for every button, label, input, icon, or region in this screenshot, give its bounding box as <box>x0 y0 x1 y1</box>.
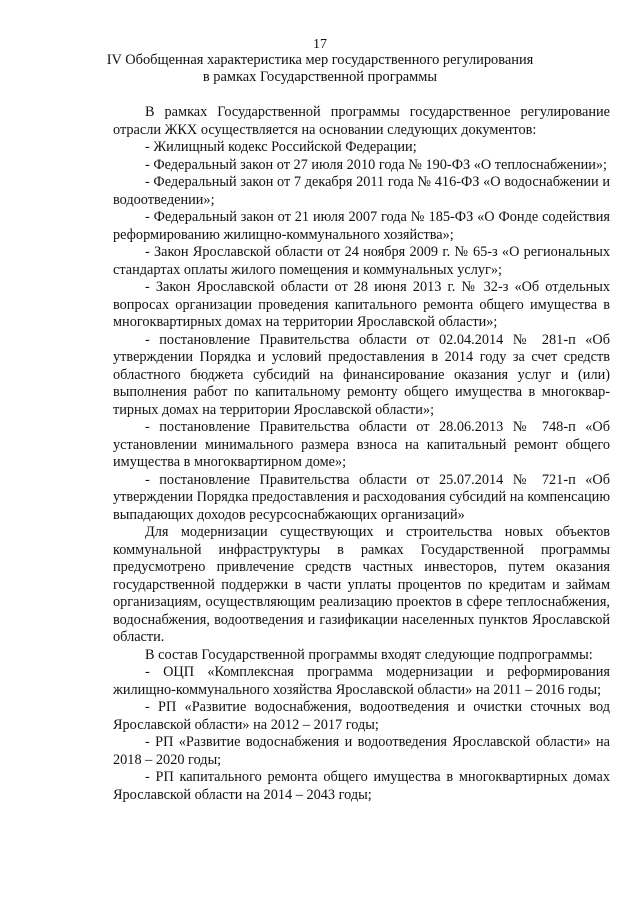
list-item-regional-law-32-z: - Закон Ярославской области от 28 июня 2013 г. № 32-з «Об отдельных вопросах организации проведения капитального ремонта общего имущества в многоквартирных домах на территории Ярославской области»; <box>113 279 610 330</box>
list-item-regional-law-65-z: - Закон Ярославской области от 24 ноября 2009 г. № 65-з «О региональных стандартах оплаты жилого помещения и коммунальных услуг»; <box>113 244 610 278</box>
intro-paragraph: В рамках Государственной программы государственное регулирование отрасли ЖКХ осуществляется на основании следующих документов: <box>113 104 610 138</box>
list-item-law-190-fz: - Федеральный закон от 27 июля 2010 года № 190-ФЗ «О теплоснабжении»; <box>145 156 608 173</box>
subprogram-item-rp-water-2012: - РП «Развитие водоснабжения, водоотведения и очистки сточных вод Ярославской области» на 2012 – 2017 годы; <box>113 699 610 733</box>
list-item-resolution-281-p: - постановление Правительства области от 02.04.2014 № 281-п «Об утверждении Порядка и условий предоставления в 2014 году за счет средств областного бюджета субсидий на финансирование оказания услуг и (или) выполнения работ по капитальному ремонту общего имущества в многоквартирных домах на территории Ярославской области»; <box>113 331 610 418</box>
subprogram-item-rp-capital-repair: - РП капитального ремонта общего имущества в многоквартирных домах Ярославской области на 2014 – 2043 годы; <box>113 769 610 803</box>
section-heading-line-1: IV Обобщенная характеристика мер государственного регулирования <box>106 52 534 68</box>
document-body <box>113 104 610 804</box>
subprogram-item-rp-water-2018: - РП «Развитие водоснабжения и водоотведения Ярославской области» на 2018 – 2020 годы; <box>113 734 610 768</box>
list-item-law-185-fz: - Федеральный закон от 21 июля 2007 года № 185-ФЗ «О Фонде содействия реформированию жилищно-коммунального хозяйства»; <box>113 209 610 243</box>
page-number: 17 <box>313 37 327 52</box>
list-item-resolution-721-p: - постановление Правительства области от 25.07.2014 № 721-п «Об утверждении Порядка предоставления и расходования субсидий на компенсацию выпадающих доходов ресурсоснабжающих организаций» <box>113 471 610 523</box>
list-item-law-416-fz: - Федеральный закон от 7 декабря 2011 года № 416-ФЗ «О водоснабжении и водоотведении»; <box>113 174 610 208</box>
section-heading <box>100 52 540 86</box>
list-item-resolution-748-p: - постановление Правительства области от 28.06.2013 № 748-п «Об установлении минимального размера взноса на капитальный ремонт общего имущества в многоквартирном доме»; <box>113 419 610 470</box>
subprograms-intro: В состав Государственной программы входят следующие подпрограммы: <box>145 646 593 663</box>
section-heading-line-2: в рамках Государственной программы <box>202 69 438 85</box>
modernization-paragraph: Для модернизации существующих и строительства новых объектов коммунальной инфраструктуры в рамках Государственной программы предусмотрено привлечение средств частных инвесторов, путем оказания государственной поддержки в части уплаты процентов по кредитам и займам организациям, осуществляющим реализацию проектов в сфере теплоснабжения, водоснабжения, водоотведения и газификации населенных пунктов Ярославской области. <box>113 524 610 645</box>
subprogram-item-ocp: - ОЦП «Комплексная программа модернизации и реформирования жилищно-коммунального хозяйства Ярославской области» на 2011 – 2016 годы; <box>113 664 610 698</box>
list-item-housing-code: - Жилищный кодекс Российской Федерации; <box>145 139 417 155</box>
